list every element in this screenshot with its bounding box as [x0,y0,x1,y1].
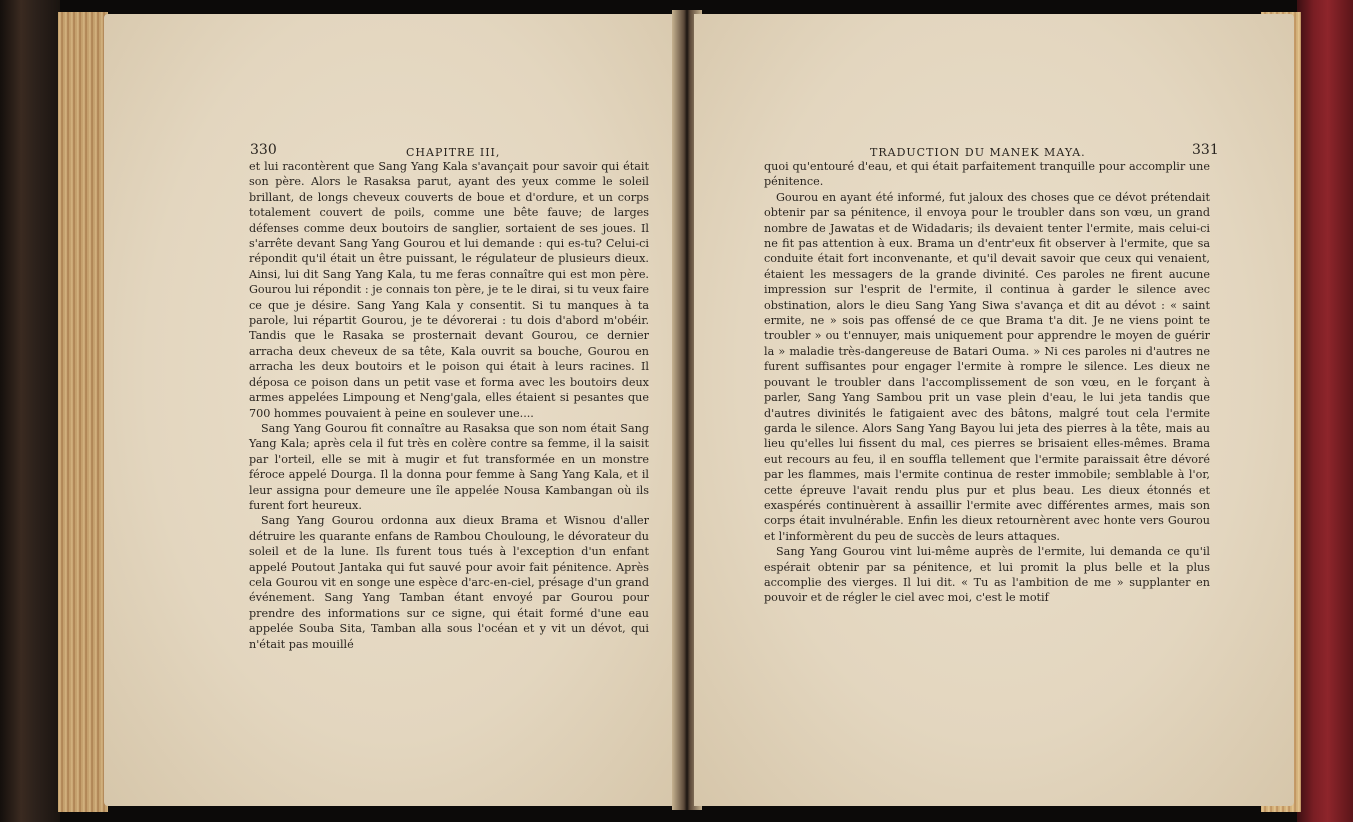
right-page [694,14,1294,806]
paragraph: Gourou en ayant été informé, fut jaloux des choses que ce dévot prétendait obtenir par sa pénitence, il envoya pour le troubler dans son vœu, un grand nombre de Jawatas et de Widadaris; ils devaient tenter l'ermite, mais celui-ci ne fit pas attention à eux. Brama un d'entr'eux fit observer à l'ermite, que sa conduite était fort inconvenante, et qu'il devait savoir que ceux qui venaient, étaient les messagers de la grande divinité. Ces paroles ne firent aucune impression sur l'esprit de l'ermite, il continua à garder le silence avec obstination, alors le dieu Sang Yang Siwa s'avança et dit au dévot : « saint ermite, ne » sois pas offensé de ce que Brama t'a dit. Je ne viens point te troubler » ou t'ennuyer, mais uniquement pour apprendre le moyen de guérir la » maladie très-dangereuse de Batari Ouma. » Ni ces paroles ni d'autres ne furent suffisantes pour engager l'ermite à rompre le silence. Les dieux ne pouvant le troubler dans l'accomplissement de son vœu, en le forçant à parler, Sang Yang Sambou prit un vase plein d'eau, le lui jeta tandis que d'autres divinités le fatigaient avec des bâtons, malgré tout cela l'ermite garda le silence. Alors Sang Yang Bayou lui jeta des pierres à la tête, mais au lieu qu'elles lui fissent du mal, ces pierres se brisaient elles-mêmes. Brama eut recours au feu, il en souffla tellement que l'ermite paraissait être dévoré par les flammes, mais l'ermite continua de rester immobile; semblable à l'or, cette épreuve l'avait rendu plus pur et plus beau. Les dieux étonnés et exaspérés continuèrent à assaillir l'ermite avec différentes armes, mais son corps était invulnérable. Enfin les dieux retournèrent avec honte vers Gourou et l'informèrent du peu de succès de leurs attaques. [764,190,1210,543]
page-number: 330 [250,142,277,158]
paragraph: quoi qu'entouré d'eau, et qui était parfaitement tranquille pour accomplir une pénitence. [764,160,1210,189]
paragraph: et lui racontèrent que Sang Yang Kala s'avançait pour savoir qui était son père. Alors le Rasaksa parut, ayant des yeux comme le soleil brillant, de longs cheveux couverts de boue et d'ordure, et un corps totalement couvert de poils, comme une bête fauve; de larges défenses comme deux boutoirs de sanglier, sortaient de ses joues. Il s'arrête devant Sang Yang Gourou et lui demande : qui es-tu? Celui-ci répondit qu'il était un être puissant, le régulateur de plusieurs dieux. Ainsi, lui dit Sang Yang Kala, tu me feras connaître qui est mon père. Gourou lui répondit : je connais ton père, je te le dirai, si tu veux faire ce que je désire. Sang Yang Kala y consentit. Si tu manques à ta parole, lui répartit Gourou, je te dévorerai : tu dois d'abord m'obéir. Tandis que le Rasaka se prosternait devant Gourou, ce dernier arracha deux cheveux de sa tête, Kala ouvrit sa bouche, Gourou en arracha les deux boutoirs et le poison qui était à leurs racines. Il déposa ce poison dans un petit vase et forma avec les boutoirs deux armes appelées Limpoung et Neng'gala, elles étaient si pesantes que 700 hommes pouvaient à peine en soulever une.... [249,160,649,420]
page-number: 331 [1192,142,1219,158]
left-page [104,14,678,806]
paragraph: Sang Yang Gourou ordonna aux dieux Brama et Wisnou d'aller détruire les quarante enfans de Rambou Chouloung, le dévorateur du soleil et de la lune. Ils furent tous tués à l'exception d'un enfant appelé Poutout Jantaka qui fut sauvé pour avoir fait pénitence. Après cela Gourou vit en songe une espèce d'arc-en-ciel, présage d'un grand événement. Sang Yang Tamban étant envoyé par Gourou pour prendre des informations sur ce signe, qui était formé d'une eau appelée Souba Sita, Tamban alla sous l'océan et y vit un dévot, qui n'était pas mouillé [249,514,649,651]
body-text [764,159,1210,606]
book-cover-left [0,0,60,822]
body-text [249,159,649,652]
running-head: TRADUCTION DU MANEK MAYA. [870,146,1086,159]
paragraph: Sang Yang Gourou fit connaître au Rasaksa que son nom était Sang Yang Kala; après cela il fut très en colère contre sa femme, il la saisit par l'orteil, elle se mit à mugir et fut transformée en un monstre féroce appelé Dourga. Il la donna pour femme à Sang Yang Kala, et il leur assigna pour demeure une île appelée Nousa Kambangan où ils furent fort heureux. [249,421,649,512]
paragraph: Sang Yang Gourou vint lui-même auprès de l'ermite, lui demanda ce qu'il espérait obtenir par sa pénitence, et lui promit la plus belle et la plus accomplie des vierges. Il lui dit. « Tu as l'ambition de me » supplanter en pouvoir et de régler le ciel avec moi, c'est le motif [764,545,1210,605]
book-cover-right [1297,0,1353,822]
page-edges-left [58,12,108,812]
running-head: CHAPITRE III, [406,146,501,159]
